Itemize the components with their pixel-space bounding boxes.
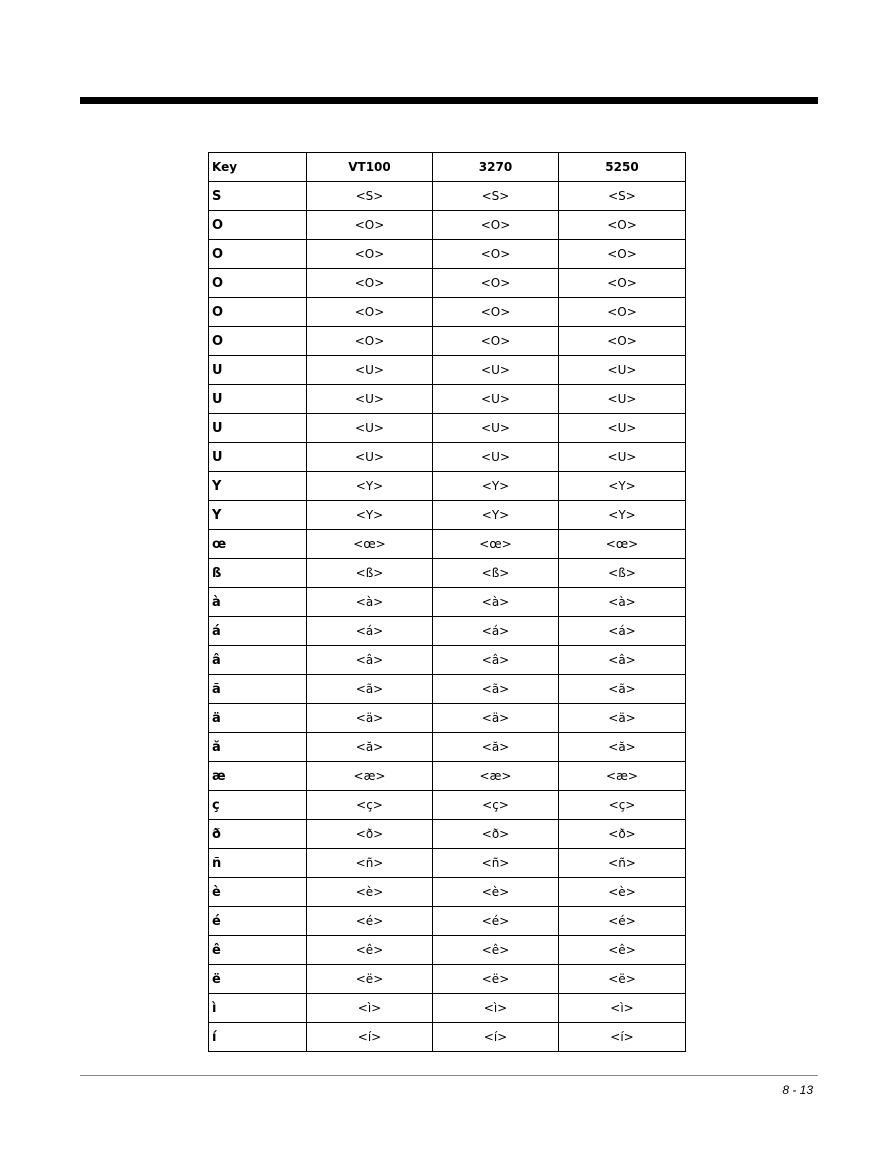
cell-key: í	[209, 1023, 307, 1052]
cell-5250: <S>	[559, 182, 686, 211]
cell-key: ß	[209, 559, 307, 588]
cell-5250: <O>	[559, 298, 686, 327]
table-body	[209, 182, 686, 1052]
column-header-5250: 5250	[559, 153, 686, 182]
table-row	[209, 994, 686, 1023]
key-mapping-table	[208, 152, 686, 1052]
cell-vt100: <ì>	[307, 994, 433, 1023]
cell-3270: <ì>	[433, 994, 559, 1023]
cell-vt100: <ă>	[307, 733, 433, 762]
cell-key: O	[209, 269, 307, 298]
table-row	[209, 269, 686, 298]
cell-vt100: <ñ>	[307, 849, 433, 878]
page-number: 8 - 13	[782, 1083, 813, 1097]
table-row	[209, 646, 686, 675]
cell-vt100: <Y>	[307, 501, 433, 530]
cell-5250: <O>	[559, 240, 686, 269]
cell-key: œ	[209, 530, 307, 559]
cell-key: ì	[209, 994, 307, 1023]
table-row	[209, 733, 686, 762]
header-rule	[80, 97, 818, 104]
cell-key: Y	[209, 501, 307, 530]
cell-3270: <O>	[433, 298, 559, 327]
cell-vt100: <ã>	[307, 675, 433, 704]
cell-vt100: <ß>	[307, 559, 433, 588]
cell-3270: <ç>	[433, 791, 559, 820]
cell-3270: <U>	[433, 443, 559, 472]
cell-vt100: <O>	[307, 298, 433, 327]
table-row	[209, 965, 686, 994]
cell-3270: <æ>	[433, 762, 559, 791]
cell-5250: <ð>	[559, 820, 686, 849]
cell-key: é	[209, 907, 307, 936]
table-row	[209, 849, 686, 878]
cell-vt100: <á>	[307, 617, 433, 646]
cell-5250: <è>	[559, 878, 686, 907]
cell-5250: <O>	[559, 269, 686, 298]
cell-key: U	[209, 356, 307, 385]
cell-5250: <â>	[559, 646, 686, 675]
cell-5250: <á>	[559, 617, 686, 646]
cell-3270: <ë>	[433, 965, 559, 994]
table-row	[209, 240, 686, 269]
cell-key: ä	[209, 704, 307, 733]
cell-3270: <U>	[433, 385, 559, 414]
cell-3270: <ă>	[433, 733, 559, 762]
cell-key: Y	[209, 472, 307, 501]
cell-vt100: <è>	[307, 878, 433, 907]
cell-5250: <œ>	[559, 530, 686, 559]
cell-vt100: <ê>	[307, 936, 433, 965]
cell-key: U	[209, 443, 307, 472]
cell-vt100: <Y>	[307, 472, 433, 501]
cell-key: á	[209, 617, 307, 646]
cell-3270: <ß>	[433, 559, 559, 588]
cell-vt100: <U>	[307, 414, 433, 443]
cell-3270: <ñ>	[433, 849, 559, 878]
cell-3270: <U>	[433, 356, 559, 385]
cell-vt100: <í>	[307, 1023, 433, 1052]
cell-3270: <O>	[433, 240, 559, 269]
cell-5250: <U>	[559, 414, 686, 443]
cell-3270: <ð>	[433, 820, 559, 849]
cell-3270: <S>	[433, 182, 559, 211]
table-row	[209, 588, 686, 617]
cell-key: ñ	[209, 849, 307, 878]
cell-5250: <ë>	[559, 965, 686, 994]
column-header-key: Key	[209, 153, 307, 182]
table-row	[209, 559, 686, 588]
cell-5250: <Y>	[559, 472, 686, 501]
column-header-vt100: VT100	[307, 153, 433, 182]
cell-vt100: <â>	[307, 646, 433, 675]
column-header-3270: 3270	[433, 153, 559, 182]
cell-5250: <O>	[559, 211, 686, 240]
cell-vt100: <U>	[307, 356, 433, 385]
table-row	[209, 298, 686, 327]
cell-key: U	[209, 414, 307, 443]
cell-5250: <U>	[559, 385, 686, 414]
table-row	[209, 327, 686, 356]
cell-3270: <í>	[433, 1023, 559, 1052]
cell-5250: <U>	[559, 356, 686, 385]
table-row	[209, 182, 686, 211]
cell-3270: <à>	[433, 588, 559, 617]
cell-3270: <O>	[433, 327, 559, 356]
table-row	[209, 385, 686, 414]
cell-key: O	[209, 211, 307, 240]
cell-5250: <ç>	[559, 791, 686, 820]
table-row	[209, 617, 686, 646]
cell-vt100: <O>	[307, 240, 433, 269]
cell-vt100: <æ>	[307, 762, 433, 791]
table-row	[209, 878, 686, 907]
cell-3270: <á>	[433, 617, 559, 646]
cell-key: O	[209, 327, 307, 356]
cell-vt100: <ð>	[307, 820, 433, 849]
cell-vt100: <S>	[307, 182, 433, 211]
cell-key: æ	[209, 762, 307, 791]
table-row	[209, 907, 686, 936]
cell-3270: <é>	[433, 907, 559, 936]
table-row	[209, 356, 686, 385]
cell-5250: <U>	[559, 443, 686, 472]
table-row	[209, 791, 686, 820]
footer-rule	[80, 1075, 818, 1076]
cell-vt100: <ä>	[307, 704, 433, 733]
cell-vt100: <O>	[307, 211, 433, 240]
table-header-row	[209, 153, 686, 182]
table-row	[209, 936, 686, 965]
cell-5250: <ä>	[559, 704, 686, 733]
cell-3270: <Y>	[433, 472, 559, 501]
cell-key: à	[209, 588, 307, 617]
cell-vt100: <ë>	[307, 965, 433, 994]
cell-key: ã	[209, 675, 307, 704]
cell-vt100: <O>	[307, 327, 433, 356]
cell-key: ê	[209, 936, 307, 965]
table-row	[209, 443, 686, 472]
cell-vt100: <œ>	[307, 530, 433, 559]
cell-3270: <ä>	[433, 704, 559, 733]
cell-3270: <è>	[433, 878, 559, 907]
cell-5250: <ß>	[559, 559, 686, 588]
table-row	[209, 762, 686, 791]
cell-3270: <O>	[433, 269, 559, 298]
cell-key: ë	[209, 965, 307, 994]
cell-5250: <à>	[559, 588, 686, 617]
cell-vt100: <é>	[307, 907, 433, 936]
cell-5250: <ã>	[559, 675, 686, 704]
cell-3270: <â>	[433, 646, 559, 675]
cell-key: è	[209, 878, 307, 907]
table-row	[209, 1023, 686, 1052]
table-row	[209, 472, 686, 501]
cell-5250: <ì>	[559, 994, 686, 1023]
cell-3270: <ê>	[433, 936, 559, 965]
cell-key: ð	[209, 820, 307, 849]
cell-3270: <U>	[433, 414, 559, 443]
cell-5250: <é>	[559, 907, 686, 936]
cell-key: ç	[209, 791, 307, 820]
cell-vt100: <ç>	[307, 791, 433, 820]
cell-5250: <ă>	[559, 733, 686, 762]
cell-key: O	[209, 240, 307, 269]
cell-3270: <ã>	[433, 675, 559, 704]
cell-vt100: <O>	[307, 269, 433, 298]
cell-5250: <ê>	[559, 936, 686, 965]
table-row	[209, 820, 686, 849]
cell-5250: <æ>	[559, 762, 686, 791]
table-row	[209, 675, 686, 704]
cell-5250: <O>	[559, 327, 686, 356]
table-row	[209, 704, 686, 733]
cell-key: ă	[209, 733, 307, 762]
cell-5250: <ñ>	[559, 849, 686, 878]
table-row	[209, 530, 686, 559]
cell-key: S	[209, 182, 307, 211]
cell-3270: <Y>	[433, 501, 559, 530]
cell-5250: <Y>	[559, 501, 686, 530]
cell-key: O	[209, 298, 307, 327]
cell-vt100: <à>	[307, 588, 433, 617]
table-header	[209, 153, 686, 182]
cell-vt100: <U>	[307, 385, 433, 414]
cell-key: â	[209, 646, 307, 675]
table-row	[209, 211, 686, 240]
cell-5250: <í>	[559, 1023, 686, 1052]
table-row	[209, 414, 686, 443]
cell-3270: <O>	[433, 211, 559, 240]
cell-key: U	[209, 385, 307, 414]
cell-vt100: <U>	[307, 443, 433, 472]
cell-3270: <œ>	[433, 530, 559, 559]
table-row	[209, 501, 686, 530]
